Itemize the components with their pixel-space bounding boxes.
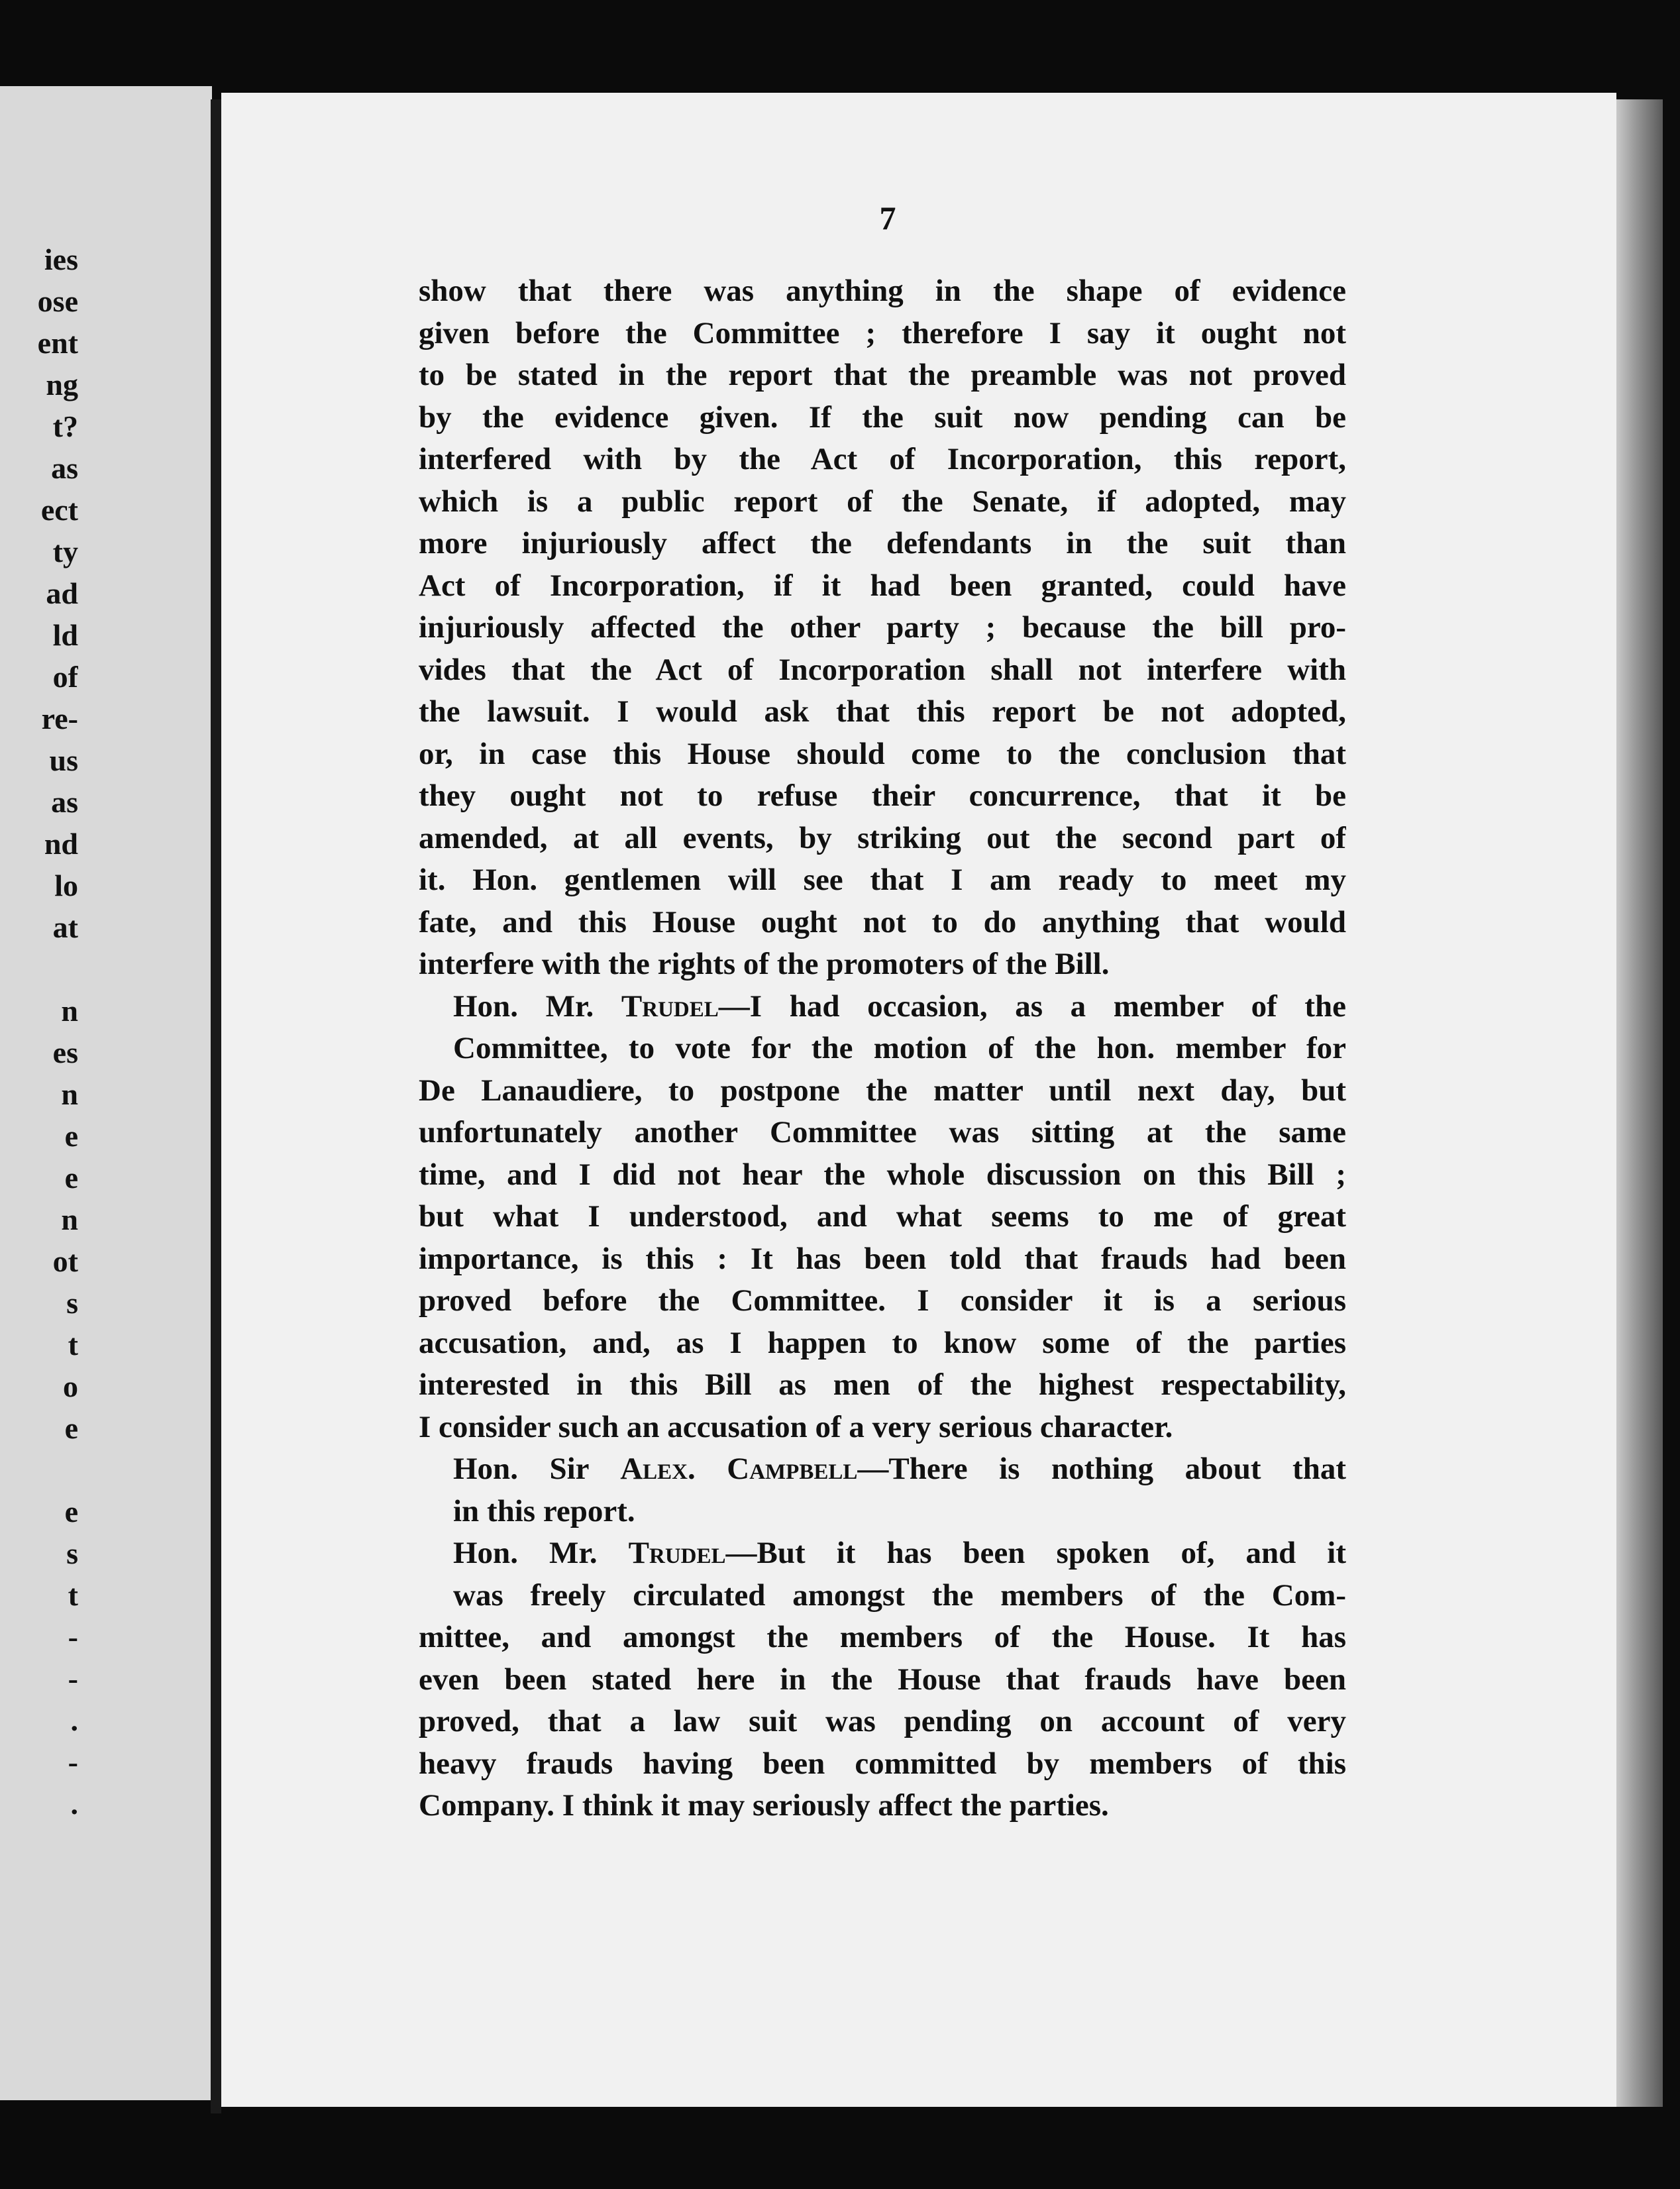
text-line: interested in this Bill as men of the highest respectability, xyxy=(419,1367,1346,1402)
speaker-name: Trudel xyxy=(628,1536,726,1570)
speaker-prefix: Hon. Sir xyxy=(453,1452,621,1486)
text-line: given before the Committee ; therefore I say it ought not xyxy=(419,315,1346,350)
text-line: unfortunately another Committee was sitting at the same xyxy=(419,1115,1346,1149)
text-line: fate, and this House ought not to do anything that would xyxy=(419,904,1346,939)
speech xyxy=(419,1448,1346,1532)
left-fragment xyxy=(0,1449,78,1491)
book-spine xyxy=(211,99,221,2113)
text-line: Committee, to vote for the motion of the hon. member for xyxy=(453,1031,1346,1065)
left-fragment: ect xyxy=(40,493,78,527)
left-fragment: t xyxy=(68,1328,78,1361)
left-fragment: n xyxy=(61,994,78,1028)
text-line: they ought not to refuse their concurrence, that it be xyxy=(419,778,1346,813)
text-line: was freely circulated amongst the members of the Com- xyxy=(453,1577,1346,1613)
left-page-fragments xyxy=(0,239,78,1825)
left-fragment: o xyxy=(63,1369,78,1403)
text-line: De Lanaudiere, to postpone the matter until next day, but xyxy=(419,1073,1346,1108)
left-fragment: ng xyxy=(46,368,78,401)
left-fragment: us xyxy=(49,743,78,777)
speech-first-line xyxy=(419,1532,1346,1575)
text-line: Company. I think it may seriously affect the parties. xyxy=(419,1788,1109,1823)
left-fragment: ent xyxy=(37,326,78,360)
left-fragment: of xyxy=(52,660,78,694)
text-line: mittee, and amongst the members of the House. It has xyxy=(419,1620,1346,1654)
page-number: 7 xyxy=(879,199,896,237)
left-fragment: e xyxy=(64,1119,78,1153)
text-line: more injuriously affect the defendants in the suit than xyxy=(419,526,1346,561)
speaker-prefix: Hon. Mr. xyxy=(453,988,621,1024)
text-line: which is a public report of the Senate, if adopted, may xyxy=(419,484,1346,519)
left-fragment: at xyxy=(52,910,78,944)
text-line: interfere with the rights of the promoters of the Bill. xyxy=(419,947,1110,981)
left-fragment: ld xyxy=(52,618,78,652)
speech xyxy=(419,1532,1346,1827)
speech-text: —I had occasion, as a member of the xyxy=(718,988,1346,1024)
text-line: injuriously affected the other party ; because the bill pro- xyxy=(419,610,1346,645)
speech xyxy=(419,986,1346,1449)
text-line: amended, at all events, by striking out the second part of xyxy=(419,820,1346,855)
page-edge xyxy=(1616,99,1663,2107)
text-line: or, in case this House should come to the conclusion that xyxy=(419,736,1346,771)
speaker-name: Trudel xyxy=(621,988,719,1024)
left-fragment: lo xyxy=(54,869,78,902)
left-fragment: . xyxy=(70,1787,78,1821)
speech-text: —There is nothing about that xyxy=(857,1452,1346,1486)
text-line: Act of Incorporation, if it had been granted, could have xyxy=(419,568,1346,603)
left-fragment: t xyxy=(68,1578,78,1612)
left-fragment: as xyxy=(51,451,78,485)
left-fragment: t? xyxy=(52,409,78,443)
speech-first-line xyxy=(419,986,1346,1028)
text-line: it. Hon. gentlemen will see that I am ready to meet my xyxy=(419,863,1346,897)
text-line: proved before the Committee. I consider it is a serious xyxy=(419,1283,1346,1318)
text-line: proved, that a law suit was pending on account of very xyxy=(419,1704,1346,1738)
speech-lines xyxy=(419,1491,1346,1533)
left-fragment: n xyxy=(61,1077,78,1111)
text-line: accusation, and, as I happen to know some of the parties xyxy=(419,1325,1346,1360)
text-line: the lawsuit. I would ask that this report be not adopted, xyxy=(419,694,1346,729)
text-line: to be stated in the report that the preamble was not proved xyxy=(419,358,1346,392)
text-line: time, and I did not hear the whole discussion on this Bill ; xyxy=(419,1157,1346,1192)
left-fragment: . xyxy=(70,1703,78,1737)
left-fragment: - xyxy=(68,1745,78,1779)
speech-lines xyxy=(419,1028,1346,1448)
left-fragment: - xyxy=(68,1620,78,1654)
left-fragment: - xyxy=(68,1662,78,1695)
left-fragment: e xyxy=(64,1495,78,1528)
text-line: even been stated here in the House that frauds have been xyxy=(419,1662,1346,1697)
body-text xyxy=(419,270,1346,1827)
left-fragment: ose xyxy=(37,284,78,318)
left-fragment: e xyxy=(64,1161,78,1195)
left-fragment: ty xyxy=(52,535,78,568)
paragraph xyxy=(419,270,1346,986)
text-line: I consider such an accusation of a very serious character. xyxy=(419,1409,1173,1444)
text-line: interfered with by the Act of Incorporation, this report, xyxy=(419,442,1346,476)
text-line: heavy frauds having been committed by members of this xyxy=(419,1746,1346,1781)
text-line: vides that the Act of Incorporation shall not interfere with xyxy=(419,652,1346,687)
left-fragment: nd xyxy=(44,827,78,861)
speech-lines xyxy=(419,1575,1346,1827)
speech-text: —But it has been spoken of, and it xyxy=(725,1536,1346,1570)
text-line: importance, is this : It has been told that frauds had been xyxy=(419,1241,1346,1276)
text-line: show that there was anything in the shape of evidence xyxy=(419,274,1346,308)
left-fragment xyxy=(0,948,78,990)
left-fragment: n xyxy=(61,1202,78,1236)
left-fragment: e xyxy=(64,1411,78,1445)
speaker-prefix: Hon. Mr. xyxy=(453,1536,629,1570)
text-line: but what I understood, and what seems to me of great xyxy=(419,1199,1346,1234)
speech-first-line xyxy=(419,1448,1346,1491)
speaker-name: Alex. Campbell xyxy=(620,1452,858,1486)
left-fragment: re- xyxy=(41,702,78,735)
left-fragment: ad xyxy=(46,576,78,610)
left-fragment: es xyxy=(52,1036,78,1069)
text-line: by the evidence given. If the suit now pending can be xyxy=(419,400,1346,435)
text-line: in this report. xyxy=(453,1493,635,1528)
left-fragment: s xyxy=(66,1536,78,1570)
left-fragment: ies xyxy=(44,242,78,276)
left-fragment: as xyxy=(51,785,78,819)
left-fragment: ot xyxy=(52,1244,78,1278)
left-fragment: s xyxy=(66,1286,78,1320)
